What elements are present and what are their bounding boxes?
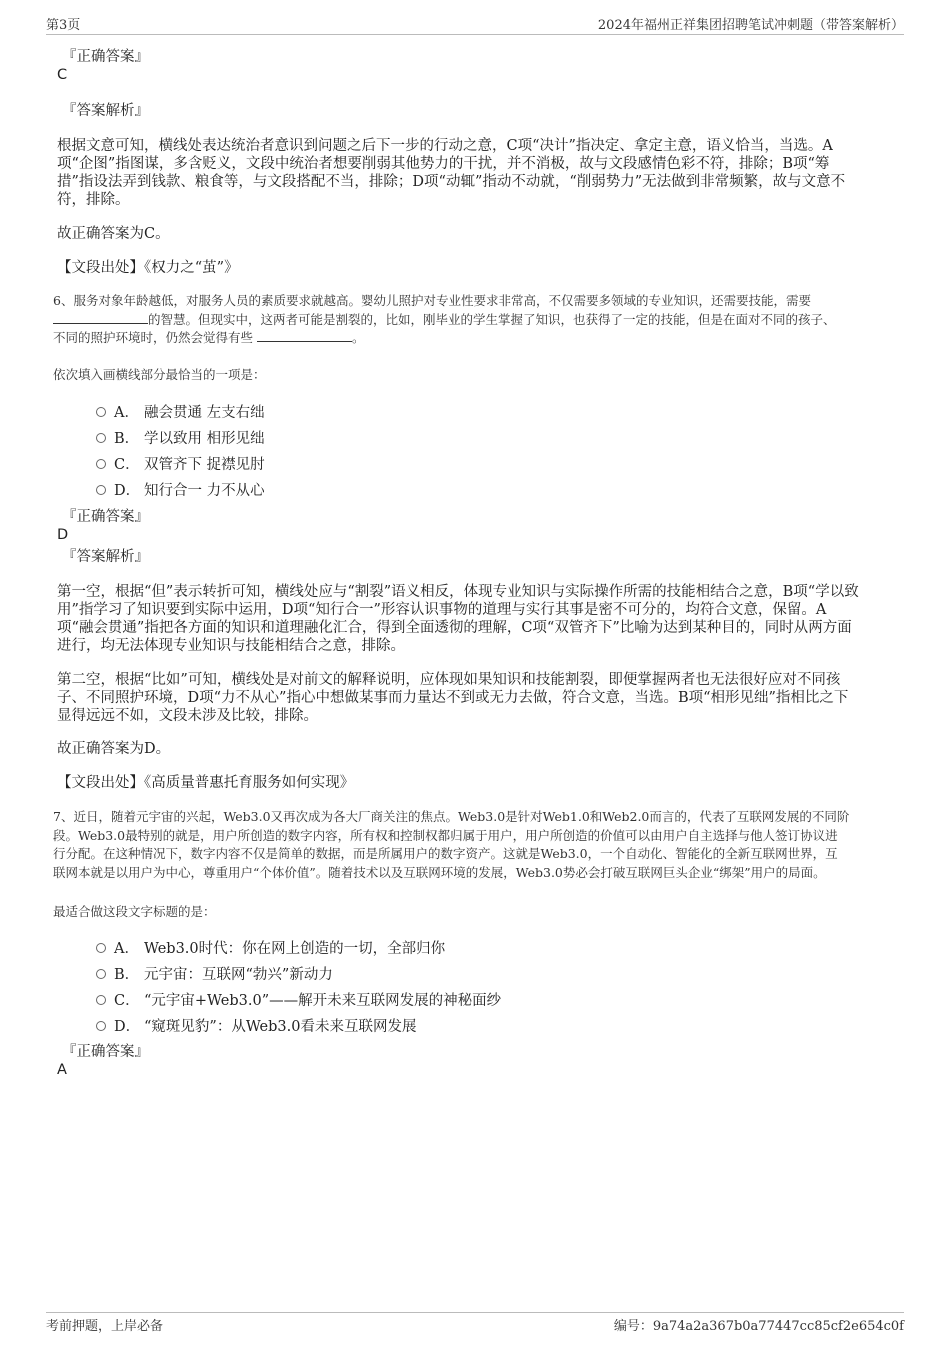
radio-icon[interactable]: [96, 943, 106, 953]
q5-answer-label: 『正确答案』: [62, 49, 149, 65]
q7-option-a[interactable]: A． Web3.0时代：你在网上创造的一切，全部归你: [96, 937, 445, 958]
page-header: [46, 14, 904, 35]
q6-source: 【文段出处】《高质量普惠托育服务如何实现》: [57, 775, 355, 791]
q6-prompt: 依次填入画横线部分最恰当的一项是：: [53, 367, 266, 382]
radio-icon[interactable]: [96, 995, 106, 1005]
q5-conclusion: 故正确答案为C。: [57, 226, 170, 242]
radio-icon[interactable]: [96, 433, 106, 443]
q7-option-c[interactable]: C． “元宇宙+Web3.0”——解开未来互联网发展的神秘面纱: [96, 989, 501, 1010]
q5-answer: C: [57, 67, 68, 83]
blank-2: [257, 329, 352, 342]
q6-option-a[interactable]: A． 融会贯通 左支右绌: [96, 401, 265, 422]
q5-analysis-label: 『答案解析』: [62, 103, 149, 119]
page-footer: [46, 1312, 904, 1334]
radio-icon[interactable]: [96, 407, 106, 417]
radio-icon[interactable]: [96, 459, 106, 469]
q7-prompt: 最适合做这段文字标题的是：: [53, 904, 216, 919]
q7-option-d[interactable]: D． “窥斑见豹”：从Web3.0看未来互联网发展: [96, 1015, 416, 1036]
q5-analysis: 根据文意可知，横线处表达统治者意识到问题之后下一步的行动之意，C项“决计”指决定、拿定主意，语义恰当，当选。A 项“企图”指图谋，多含贬义，文段中统治者想要削弱其他势力的干扰，并不消极，故与文段感情色彩不符，排除；B项“筹 措”指设法弄到钱款、粮食等，与文段搭配不当，排除；D项“动辄”指动不动就，“削弱势力”无法做到非常频繁，故与文意不 符，排除。: [57, 138, 846, 208]
q6-option-c[interactable]: C． 双管齐下 捉襟见肘: [96, 453, 265, 474]
q6-analysis-p2: 第二空，根据“比如”可知，横线处是对前文的解释说明，应体现如果知识和技能割裂，即便掌握两者也无法很好应对不同孩 子、不同照护环境，D项“力不从心”指心中想做某事而力量达不到或无力去做，符合文意，当选。B项“相形见绌”指相比之下 显得远远不如，文段未涉及比较，排除。: [57, 672, 849, 724]
document-title: 2024年福州正祥集团招聘笔试冲刺题（带答案解析）: [597, 18, 904, 33]
radio-icon[interactable]: [96, 1021, 106, 1031]
document-id: 编号：9a74a2a367b0a77447cc85cf2e654c0f: [613, 1319, 904, 1334]
q6-stem: 6、服务对象年龄越低，对服务人员的素质要求就越高。婴幼儿照护对专业性要求非常高，不仅需要多领域的专业知识，还需要技能，需要 的智慧。但现实中，这两者可能是割裂的，比如，刚毕业的学生掌握了知识，也获得了一定的技能，但是在面对不同的孩子、 不同的照护环境时，仍然会觉得有些 。: [53, 293, 836, 345]
q7-stem: 7、近日，随着元宇宙的兴起，Web3.0又再次成为各大厂商关注的焦点。Web3.0是针对Web1.0和Web2.0而言的，代表了互联网发展的不同阶 段。Web3.0最特别的就是，用户所创造的数字内容，所有权和控制权都归属于用户，用户所创造的价值可以由用户自主选择与他人签订协议进 行分配。在这种情况下，数字内容不仅是简单的数据，而是所属用户的数字资产。这就是Web3.0，一个自动化、智能化的全新互联网世界，互 联网本就是以用户为中心，尊重用户“个体价值”。随着技术以及互联网环境的发展，Web3.0势必会打破互联网巨头企业“绑架”用户的局面。: [53, 809, 850, 880]
blank-1: [53, 311, 148, 324]
q5-source: 【文段出处】《权力之“茧”》: [57, 260, 239, 276]
q6-conclusion: 故正确答案为D。: [57, 741, 171, 757]
q6-analysis-p1: 第一空，根据“但”表示转折可知，横线处应与“割裂”语义相反，体现专业知识与实际操作所需的技能相结合之意，B项“学以致 用”指学习了知识要到实际中运用，D项“知行合一”形容认识事物的道理与实行其事是密不可分的，均符合文意，保留。A 项“融会贯通”指把各方面的知识和道理融化汇合，得到全面透彻的理解，C项“双管齐下”比喻为达到某种目的，同时从两方面 进行，均无法体现专业知识与技能相结合之意，排除。: [57, 584, 859, 654]
q6-analysis-label: 『答案解析』: [62, 549, 149, 565]
q7-option-b[interactable]: B． 元宇宙：互联网“勃兴”新动力: [96, 963, 333, 984]
footer-slogan: 考前押题，上岸必备: [46, 1319, 164, 1334]
q6-option-b[interactable]: B． 学以致用 相形见绌: [96, 427, 265, 448]
q6-option-d[interactable]: D． 知行合一 力不从心: [96, 479, 265, 500]
q7-answer: A: [57, 1062, 67, 1078]
radio-icon[interactable]: [96, 969, 106, 979]
q6-answer-label: 『正确答案』: [62, 509, 149, 525]
q6-answer: D: [57, 527, 69, 543]
q7-answer-label: 『正确答案』: [62, 1044, 149, 1060]
radio-icon[interactable]: [96, 485, 106, 495]
page-number: 第3页: [46, 18, 81, 33]
